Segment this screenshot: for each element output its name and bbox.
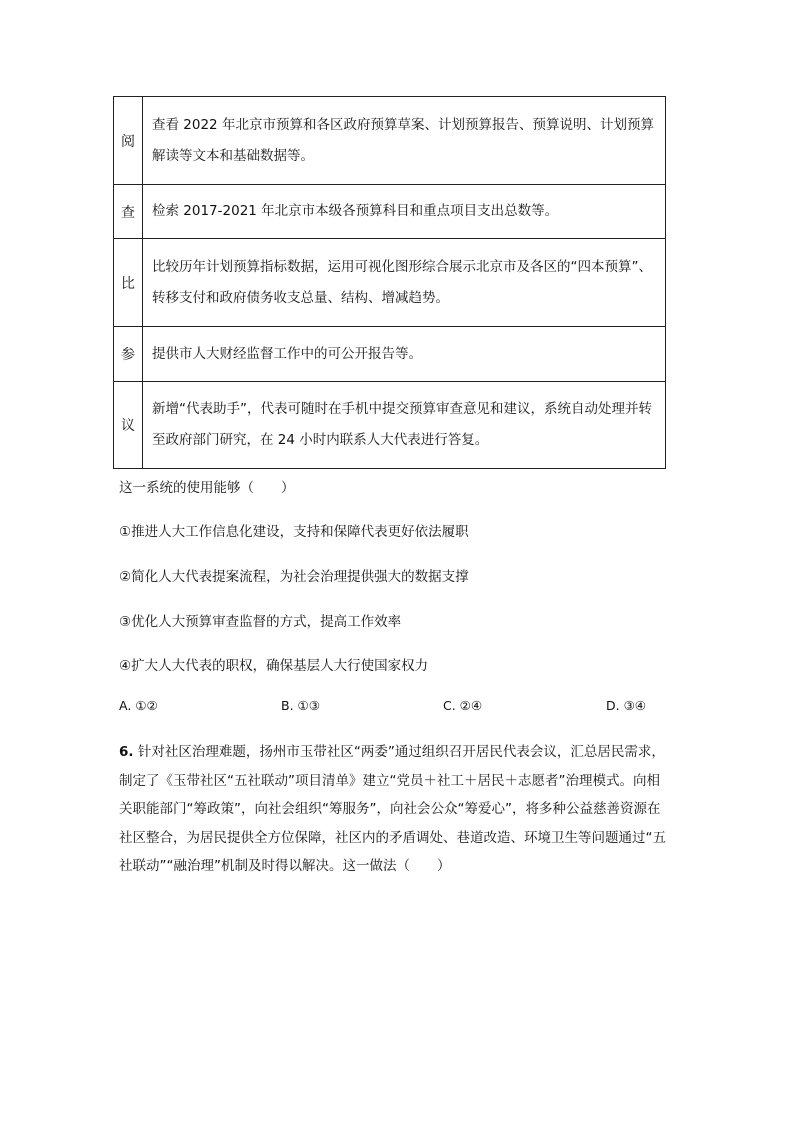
table-row: [114, 185, 666, 239]
row-key: 阅: [114, 97, 143, 185]
row-text: 检索 2017-2021 年北京市本级各预算科目和重点项目支出总数等。: [143, 185, 666, 239]
statement-3: ③优化人大预算审查监督的方式，提高工作效率: [119, 614, 402, 630]
row-text: 查看 2022 年北京市预算和各区政府预算草案、计划预算报告、预算说明、计划预算解读等文本和基础数据等。: [143, 97, 666, 185]
row-key: 查: [114, 185, 143, 239]
row-key: 参: [114, 327, 143, 382]
row-key: 议: [114, 382, 143, 469]
table-row: [114, 327, 666, 382]
row-key: 比: [114, 239, 143, 327]
row-text: 提供市人大财经监督工作中的可公开报告等。: [143, 327, 666, 382]
statement-1: ①推进人大工作信息化建设，支持和保障代表更好依法履职: [119, 524, 469, 540]
table-row: [114, 239, 666, 327]
table-row: [114, 382, 666, 469]
option-b[interactable]: B. ①③: [281, 698, 320, 713]
question-number: 6.: [119, 744, 134, 760]
row-text: 比较历年计划预算指标数据，运用可视化图形综合展示北京市及各区的“四本预算”、转移支付和政府债务收支总量、结构、增减趋势。: [143, 239, 666, 327]
option-c[interactable]: C. ②④: [443, 698, 483, 713]
question-stem: 这一系统的使用能够（ ）: [119, 480, 295, 496]
table-row: [114, 97, 666, 185]
question-text: 针对社区治理难题，扬州市玉带社区“两委”通过组织召开居民代表会议，汇总居民需求，制定了《玉带社区“五社联动”项目清单》建立“党员＋社工＋居民＋志愿者”治理模式。向相关职能部门“筹政策”，向社会组织“筹服务”，向社会公众“筹爱心”，将多种公益慈善资源在社区整合，为居民提供全方位保障，社区内的矛盾调处、巷道改造、环境卫生等问题通过“五社联动”“融治理”机制及时得以解决。这一做法（ ）: [119, 744, 666, 875]
row-text: 新增“代表助手”，代表可随时在手机中提交预算审查意见和建议，系统自动处理并转至政府部门研究，在 24 小时内联系人大代表进行答复。: [143, 382, 666, 469]
option-a[interactable]: A. ①②: [119, 698, 158, 713]
budget-system-table: [113, 96, 666, 469]
statement-2: ②简化人大代表提案流程，为社会治理提供强大的数据支撑: [119, 569, 469, 585]
option-d[interactable]: D. ③④: [606, 698, 646, 713]
question-6: [119, 738, 667, 881]
statement-4: ④扩大人大代表的职权，确保基层人大行使国家权力: [119, 658, 429, 674]
